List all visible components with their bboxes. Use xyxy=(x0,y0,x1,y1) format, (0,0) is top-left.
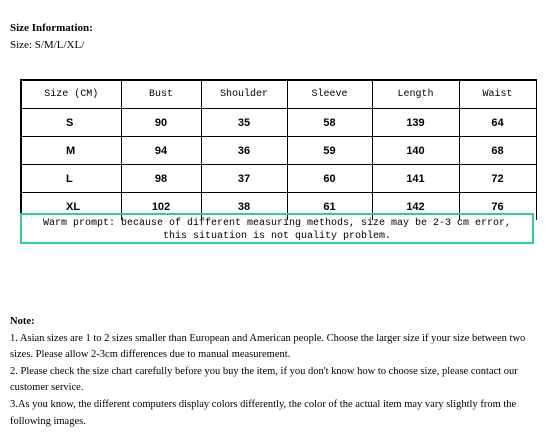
header-waist: Waist xyxy=(459,80,536,109)
note-item: 1. Asian sizes are 1 to 2 sizes smaller than European and American people. Choose the larger size if your size between two sizes. Please allow 2-3cm differences due to manual measurement. xyxy=(10,332,526,361)
warm-prompt-box xyxy=(20,213,534,244)
size-cell: M xyxy=(21,137,121,165)
header-size: Size (CM) xyxy=(21,80,121,109)
bust-cell: 98 xyxy=(121,165,201,193)
table-row xyxy=(21,137,536,165)
header-sleeve: Sleeve xyxy=(287,80,372,109)
bust-cell: 90 xyxy=(121,109,201,137)
size-information-title: Size Information: xyxy=(10,22,93,34)
note-item: 3.As you know, the different computers display colors differently, the color of the actual item may vary slightly from the following images. xyxy=(10,398,517,427)
bust-cell: 94 xyxy=(121,137,201,165)
length-cell: 140 xyxy=(372,137,459,165)
header-length: Length xyxy=(372,80,459,109)
sleeve-cell: 60 xyxy=(287,165,372,193)
length-cell: 141 xyxy=(372,165,459,193)
shoulder-cell: 35 xyxy=(201,109,287,137)
size-table xyxy=(20,79,537,220)
bust-cell: 102 xyxy=(121,193,201,221)
sleeve-cell: 59 xyxy=(287,137,372,165)
sleeve-cell: 61 xyxy=(287,193,372,221)
shoulder-cell: 37 xyxy=(201,165,287,193)
shoulder-cell: 38 xyxy=(201,193,287,221)
warm-prompt-line-2: this situation is not quality problem. xyxy=(162,231,392,242)
waist-cell: 76 xyxy=(459,193,536,221)
size-cell: XL xyxy=(21,193,121,221)
note-item: 2. Please check the size chart carefully before you buy the item, if you don't know how to choose size, please contact our customer service. xyxy=(10,365,518,394)
table-row xyxy=(21,165,536,193)
size-cell: L xyxy=(21,165,121,193)
sleeve-cell: 58 xyxy=(287,109,372,137)
waist-cell: 68 xyxy=(459,137,536,165)
note-section xyxy=(10,314,545,430)
warm-prompt-line-1: Warm prompt: because of different measuring methods, size may be 2-3 cm error, xyxy=(42,218,512,229)
header-bust: Bust xyxy=(121,80,201,109)
waist-cell: 72 xyxy=(459,165,536,193)
size-list: Size: S/M/L/XL/ xyxy=(10,39,85,51)
size-table-header-row xyxy=(21,80,536,109)
table-row xyxy=(21,109,536,137)
header-shoulder: Shoulder xyxy=(201,80,287,109)
shoulder-cell: 36 xyxy=(201,137,287,165)
length-cell: 139 xyxy=(372,109,459,137)
size-cell: S xyxy=(21,109,121,137)
waist-cell: 64 xyxy=(459,109,536,137)
length-cell: 142 xyxy=(372,193,459,221)
note-title: Note: xyxy=(10,316,35,327)
